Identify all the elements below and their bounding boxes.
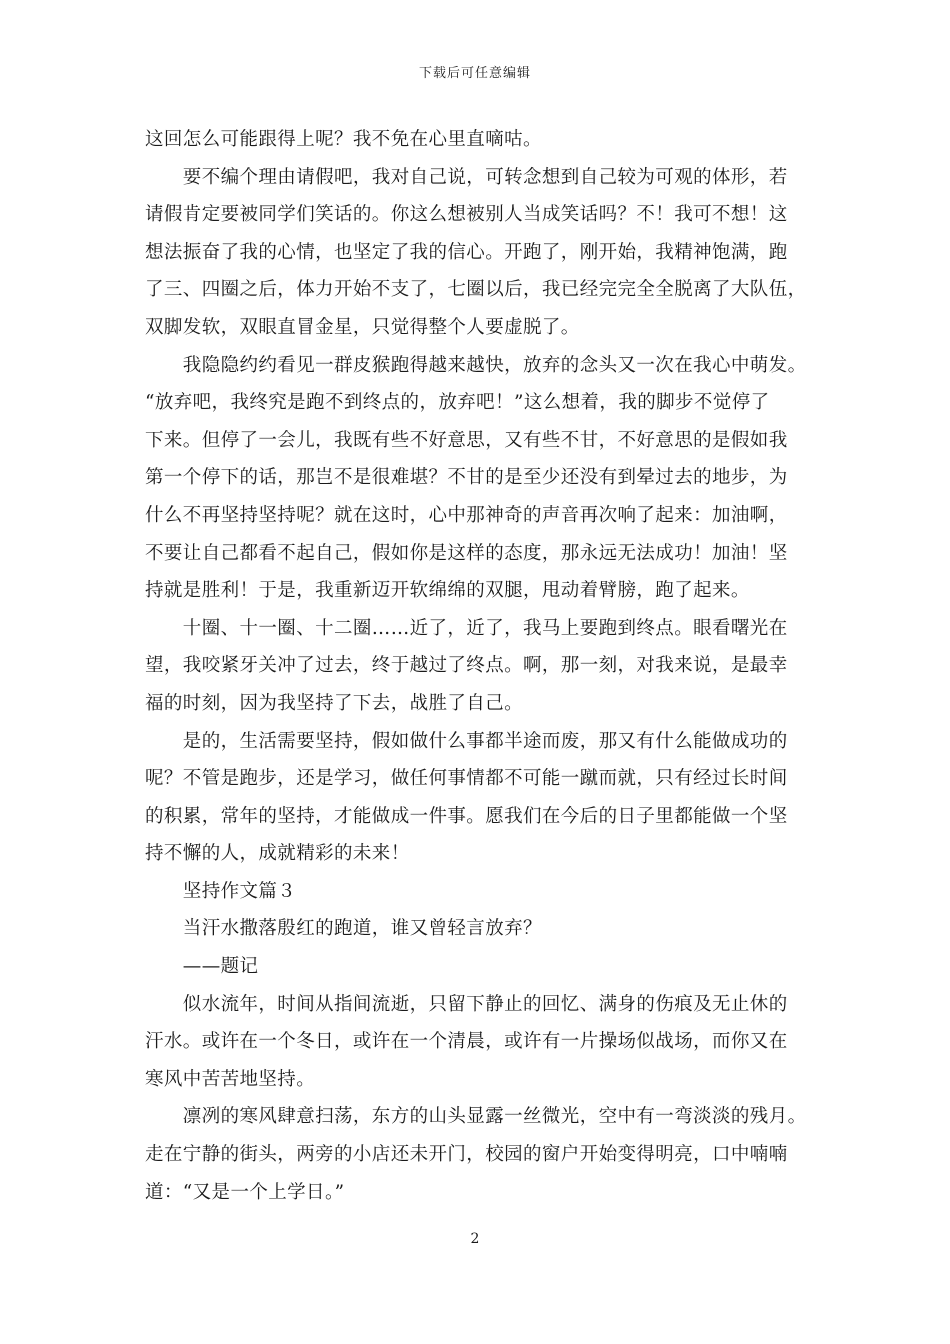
paragraph: 我隐隐约约看见一群皮猴跑得越来越快，放弃的念头又一次在我心中萌发。 “放弃吧，我终究是跑不到终点的，放弃吧！”这么想着，我的脚步不觉停了 下来。但停了一会儿，我既有些不好意思，又有些不甘，不好意思的是假如我 第一个停下的话，那岂不是很难堪？不甘的是至少还没有到晕过去的地步，为 什么不再坚持坚持呢？就在这时，心中那神奇的声音再次响了起来：加油啊， 不要让自己都看不起自己，假如你是这样的态度，那永远无法成功！加油！坚 持就是胜利！于是，我重新迈开软绵绵的双腿，甩动着臂膀，跑了起来。 — [145, 354, 807, 602]
page-number: 2 — [470, 1231, 480, 1247]
paragraph: 凛冽的寒风肆意扫荡，东方的山头显露一丝微光，空中有一弯淡淡的残月。 走在宁静的街头，两旁的小店还未开门，校园的窗户开始变得明亮，口中喃喃 道：“又是一个上学日。” — [145, 1106, 807, 1203]
paragraph: 这回怎么可能跟得上呢？我不免在心里直嘀咕。 — [145, 129, 542, 150]
section-title: 坚持作文篇３ — [145, 880, 297, 902]
paragraph: 十圈、十一圈、十二圈……近了，近了，我马上要跑到终点。眼看曙光在 望，我咬紧牙关冲了过去，终于越过了终点。啊，那一刻，对我来说，是最幸 福的时刻，因为我坚持了下去，战胜了自己。 — [145, 617, 788, 714]
epigraph-attribution: ——题记 — [145, 956, 259, 978]
paragraph: 是的，生活需要坚持，假如做什么事都半途而废，那又有什么能做成功的 呢？不管是跑步，还是学习，做任何事情都不可能一蹴而就，只有经过长时间 的积累，常年的坚持，才能做成一件事。愿我们在今后的日子里都能做一个坚 持不懈的人，成就精彩的未来！ — [145, 730, 788, 865]
epigraph: 当汗水撒落殷红的跑道，谁又曾轻言放弃？ — [145, 918, 542, 940]
paragraph: 要不编个理由请假吧，我对自己说，可转念想到自己较为可观的体形，若 请假肯定要被同学们笑话的。你这么想被别人当成笑话吗？不！我可不想！这 想法振奋了我的心情，也坚定了我的信心。开跑了，刚开始，我精神饱满，跑 了三、四圈之后，体力开始不支了，七圈以后，我已经完完全全脱离了大队伍， 双脚发软，双眼直冒金星，只觉得整个人要虚脱了。 — [145, 166, 807, 338]
document-body — [145, 121, 807, 1211]
paragraph: 似水流年，时间从指间流逝，只留下静止的回忆、满身的伤痕及无止休的 汗水。或许在一个冬日，或许在一个清晨，或许有一片操场似战场，而你又在 寒风中苦苦地坚持。 — [145, 993, 788, 1090]
page-header: 下载后可任意编辑 — [418, 66, 531, 81]
